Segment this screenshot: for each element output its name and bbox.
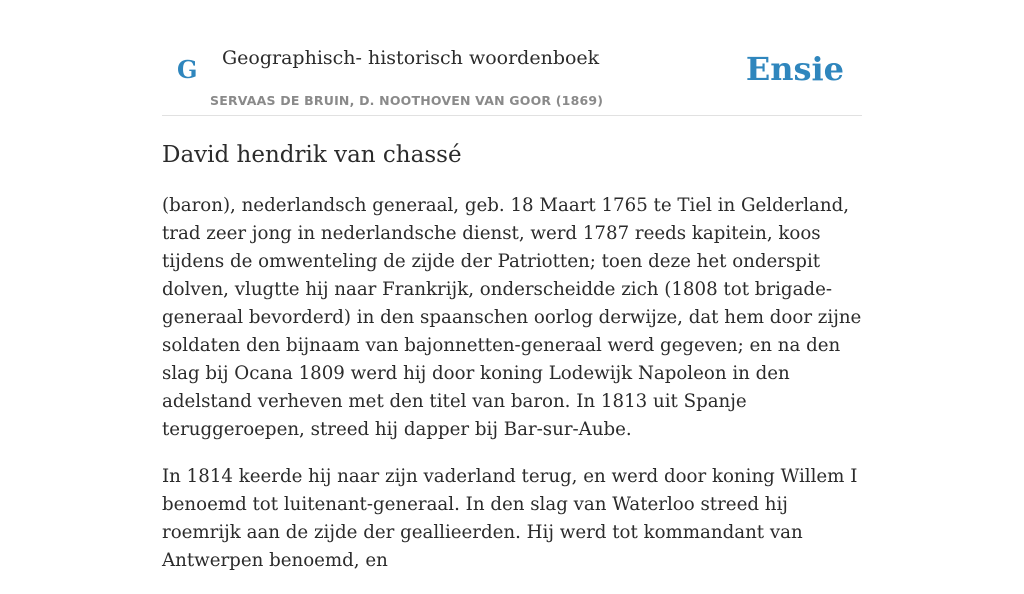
book-authors: SERVAAS DE BRUIN, D. NOOTHOVEN VAN GOOR (1869): [210, 93, 604, 108]
entry-title: David hendrik van chassé: [162, 142, 462, 168]
book-letter-icon[interactable]: G: [177, 55, 198, 84]
book-title[interactable]: Geographisch- historisch woordenboek: [222, 47, 600, 69]
page: [162, 0, 862, 571]
ensie-logo[interactable]: Ensie: [745, 50, 844, 88]
entry-body: [162, 192, 862, 594]
book-header: [162, 0, 862, 116]
entry-paragraph: (baron), nederlandsch generaal, geb. 18 Maart 1765 te Tiel in Gelderland, trad zeer jong in nederlandsche dienst, werd 1787 reeds kapitein, koos tijdens de omwenteling de zijde der Patriotten; toen deze het onderspit dolven, vlugtte hij naar Frankrijk, onderscheidde zich (1808 tot brigade-generaal bevorderd) in den spaanschen oorlog derwijze, dat hem door zijne soldaten den bijnaam van bajonnetten-generaal werd gegeven; en na den slag bij Ocana 1809 werd hij door koning Lodewijk Napoleon in den adelstand verheven met den titel van baron. In 1813 uit Spanje teruggeroepen, streed hij dapper bij Bar-sur-Aube.: [162, 195, 862, 440]
entry-paragraph: In 1814 keerde hij naar zijn vaderland terug, en werd door koning Willem I benoemd tot luitenant-generaal. In den slag van Waterloo streed hij roemrijk aan de zijde der geallieerden. Hij werd tot kommandant van Antwerpen benoemd, en: [162, 466, 858, 571]
